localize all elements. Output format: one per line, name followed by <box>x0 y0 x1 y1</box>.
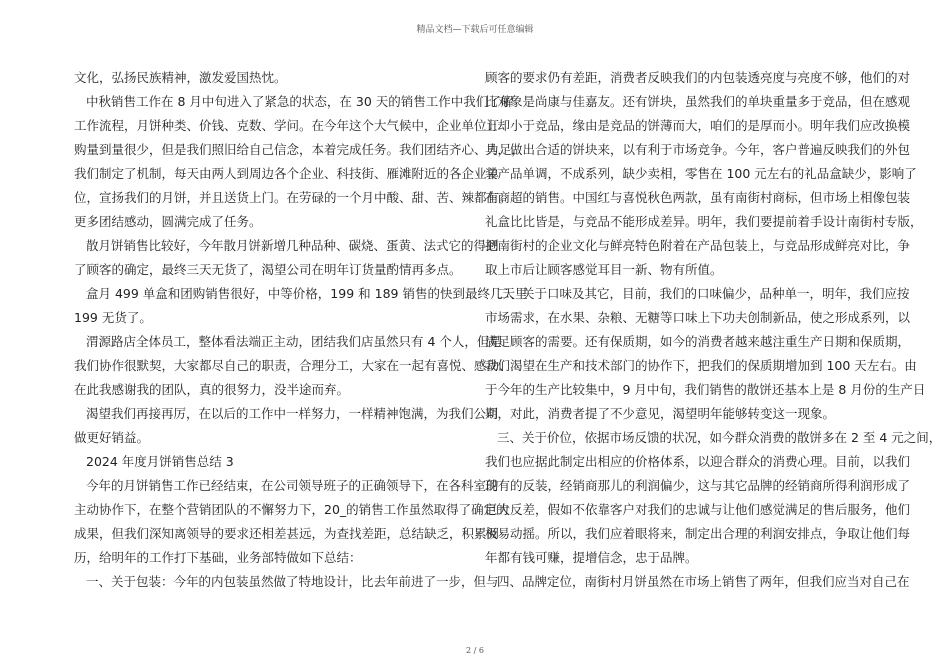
right-column-text-line: 取上市后让顾客感觉耳目一新、物有所值。 <box>485 262 723 277</box>
left-column-text-line: 2024 年度月饼销售总结 3 <box>86 454 234 469</box>
right-column-text-line: 把南街村的企业文化与鲜亮特色附着在产品包装上，与竞品形成鲜亮对比，争 <box>485 238 911 253</box>
right-column-text-line: 四、品牌定位，南街村月饼虽然在市场上销售了两年，但我们应当对自己在 <box>497 574 910 589</box>
left-column-text-line: 我们制定了机制，每天由两人到周边各个企业、科技街、雁滩附近的各企业单 <box>74 166 500 181</box>
right-column-text-line: 巨大反差，假如不依靠客户对我们的忠诚与让他们感觉满足的售后服务，他们 <box>485 502 911 517</box>
right-column-text-line: 装产品单调，不成系列，缺少卖相，零售在 100 元左右的礼品盒缺少，影响了 <box>485 166 917 181</box>
left-column-text-line: 历，给明年的工作打下基础，业务部特做如下总结： <box>74 550 362 565</box>
left-column-text-line: 主动协作下，在整个营销团队的不懈努力下，20_的销售工作虽然取得了确定的 <box>74 502 509 517</box>
right-column-text-line: 年都有钱可赚，提增信念，忠于品牌。 <box>485 550 698 565</box>
right-column-text-line: 比对象是尚康与佳嘉友。还有饼块，虽然我们的单块重量多于竞品，但在感观 <box>485 94 911 109</box>
left-column-text-line: 我们协作很默契，大家都尽自己的职责，合理分工，大家在一起有喜悦、感动、 <box>74 358 512 373</box>
left-column-text-line: 渭源路店全体员工，整体看法端正主动，团结我们店虽然只有 4 个人，但是 <box>86 334 502 349</box>
left-column-text-line: 做更好销益。 <box>74 430 150 445</box>
left-column-text-line: 今年的月饼销售工作已经结束，在公司领导班子的正确领导下，在各科室的 <box>86 478 499 493</box>
left-column-text-line: 散月饼销售比较好，今年散月饼新增几种品种、碳烧、蛋黄、法式它的得到 <box>86 238 499 253</box>
left-column-text-line: 渴望我们再接再厉，在以后的工作中一样努力，一样精神饱满，为我们公司 <box>86 406 499 421</box>
right-column-text-line: 我们也应据此制定出相应的价格体系，以迎合群众的消费心理。目前，以我们 <box>485 454 911 469</box>
left-column-text-line: 购量到量很少，但是我们照旧给自己信念，本着完成任务。我们团结齐心、力足， <box>74 142 525 157</box>
left-column-text-line: 成果，但我们深知离领导的要求还相差甚远，为查找差距，总结缺乏，积累阅 <box>74 526 500 541</box>
right-column-text-line: 期，对此，消费者提了不少意见，渴望明年能够转变这一现象。 <box>485 406 836 421</box>
left-column-text-line: 位，宣扬我们的月饼，并且送货上门。在劳碌的一个月中酸、甜、苦、辣都有。 <box>74 190 512 205</box>
left-column <box>74 66 528 594</box>
left-column-text-line: 中秋销售工作在 8 月中旬进入了紧急的状态，在 30 天的销售工作中我们了解 <box>86 94 514 109</box>
left-column-text-line: 199 无货了。 <box>74 310 152 325</box>
right-column-text-line: 三、关于价位，依据市场反馈的状况，如今群众消费的散饼多在 2 至 4 元之间， <box>497 430 942 445</box>
right-column-text-line: 现有的反装，经销商那儿的利润偏少，这与其它品牌的经销商所得利润形成了 <box>485 478 911 493</box>
page-number: 2 / 6 <box>466 646 484 655</box>
left-column-text-line: 了顾客的确定，最终三天无货了，渴望公司在明年订货量酌情再多点。 <box>74 262 462 277</box>
right-column-text-line: 二、关于口味及其它，目前，我们的口味偏少，品种单一，明年，我们应按 <box>497 286 910 301</box>
right-column-text-line: 极易动摇。所以，我们应着眼将来，制定出合理的利润安排点，争取让他们每 <box>485 526 911 541</box>
left-column-text-line: 在此我感谢我的团队，真的很努力，没半途而弃。 <box>74 382 350 397</box>
right-column <box>485 66 942 594</box>
right-column-text-line: 我们渴望在生产和技术部门的协作下，把我们的保质期增加到 100 天左右。由 <box>485 358 917 373</box>
left-column-text-line: 一、关于包装：今年的内包装虽然做了特地设计，比去年前进了一步，但与 <box>86 574 499 589</box>
right-column-text-line: 上却小于竞品，缘由是竞品的饼薄而大，咱们的是厚而小。明年我们应改换模 <box>485 118 911 133</box>
right-column-text-line: 具，做出合适的饼块来，以有利于市场竞争。今年，客户普遍反映我们的外包 <box>485 142 911 157</box>
left-column-text-line: 文化，弘扬民族精神，激发爱国热忱。 <box>74 70 287 85</box>
right-column-text-line: 市场需求，在水果、杂粮、无糖等口味上下功夫创制新品，使之形成系列，以 <box>485 310 911 325</box>
right-column-text-line: 在商超的销售。中国红与喜悦秋色两款，虽有南街村商标，但市场上相像包装 <box>485 190 911 205</box>
left-column-text-line: 更多团结感动，圆满完成了任务。 <box>74 214 262 229</box>
right-column-text-line: 顾客的要求仍有差距，消费者反映我们的内包装透亮度与亮度不够，他们的对 <box>485 70 911 85</box>
left-column-text-line: 盒月 499 单盒和团购销售很好，中等价格，199 和 189 销售的快到最终几天里 <box>86 286 528 301</box>
right-column-text-line: 满足顾客的需要。还有保质期，如今的消费者越来越注重生产日期和保质期， <box>485 334 911 349</box>
right-column-text-line: 礼盒比比皆是，与竞品不能形成差异。明年，我们要提前着手设计南街村专版， <box>485 214 923 229</box>
right-column-text-line: 于今年的生产比较集中，9 月中旬，我们销售的散饼还基本上是 8 月份的生产日 <box>485 382 926 397</box>
left-column-text-line: 工作流程，月饼种类、价钱、克数、学问。在今年这个大气候中，企业单位订 <box>74 118 500 133</box>
page-header: 精品文档—下载后可任意编辑 <box>416 25 534 35</box>
